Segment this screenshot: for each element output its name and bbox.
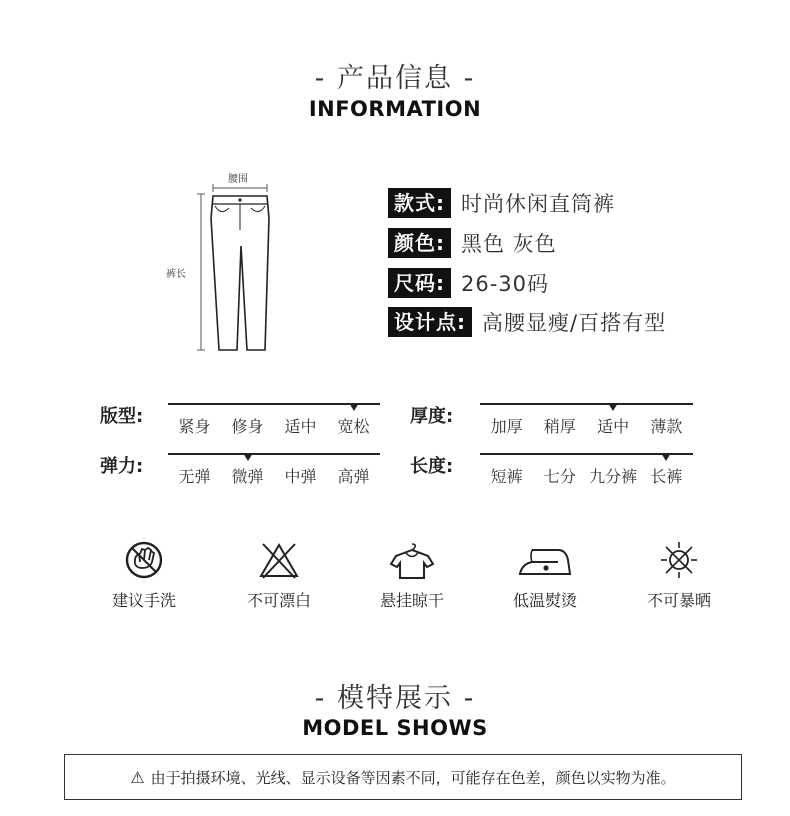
info-row-color	[388, 227, 557, 259]
pants-outline-icon	[165, 168, 285, 358]
care-item-no-sun	[614, 540, 744, 611]
scale-option: 薄款	[650, 417, 683, 436]
scale-option: 紧身	[178, 417, 211, 436]
care-item-low-iron	[480, 540, 610, 611]
scale-option: 七分	[543, 467, 576, 486]
thickness-label: 厚度:	[410, 406, 454, 427]
care-item-no-bleach	[214, 540, 344, 611]
fit-label: 版型:	[100, 406, 144, 427]
scale-option: 适中	[597, 417, 630, 436]
info-label: 设计点:	[388, 307, 472, 337]
length-attr-label: 长度:	[410, 456, 454, 477]
care-item-hand-wash	[79, 540, 209, 611]
color-disclaimer-box	[64, 754, 742, 800]
info-row-size	[388, 267, 549, 299]
info-section-title-cn: - 产品信息 -	[314, 63, 476, 94]
scale-selected-marker	[243, 453, 253, 461]
length-label: 裤长	[166, 269, 186, 280]
scale-option: 短裤	[490, 467, 523, 486]
info-row-design	[388, 306, 666, 338]
stretch-label: 弹力:	[100, 456, 144, 477]
scale-option: 适中	[284, 417, 317, 436]
scale-option: 无弹	[178, 467, 211, 486]
scale-option: 加厚	[490, 417, 523, 436]
model-section-title-en: MODEL SHOWS	[302, 716, 488, 740]
scale-line	[480, 403, 693, 405]
no-sun-icon	[657, 540, 701, 580]
scale-line	[168, 453, 380, 455]
thickness-scale	[480, 398, 693, 438]
care-label: 不可暴晒	[646, 591, 711, 610]
length-scale	[480, 448, 693, 488]
scale-option: 中弹	[284, 467, 317, 486]
info-row-style	[388, 187, 615, 219]
scale-selected-marker	[349, 403, 359, 411]
care-item-hang-dry	[347, 540, 477, 611]
care-label: 低温熨烫	[512, 591, 577, 610]
info-label: 尺码:	[388, 268, 451, 298]
scale-option: 稍厚	[543, 417, 576, 436]
scale-option: 微弹	[231, 467, 264, 486]
pants-size-diagram	[165, 168, 285, 358]
scale-option: 修身	[231, 417, 264, 436]
waist-label: 腰围	[228, 174, 248, 185]
low-iron-icon	[518, 540, 572, 580]
scale-option: 九分裤	[589, 467, 638, 486]
no-bleach-icon	[257, 540, 301, 580]
info-value: 26-30码	[461, 272, 550, 296]
info-section-title-en: INFORMATION	[308, 97, 482, 121]
disclaimer-text: 由于拍摄环境、光线、显示设备等因素不同，可能存在色差，颜色以实物为准。	[150, 768, 676, 787]
info-label: 颜色:	[388, 228, 451, 258]
care-label: 建议手洗	[111, 591, 176, 610]
info-label: 款式:	[388, 188, 451, 218]
scale-selected-marker	[661, 453, 671, 461]
info-value: 黑色 灰色	[461, 232, 557, 256]
care-label: 不可漂白	[246, 591, 311, 610]
warning-icon: ⚠	[130, 767, 145, 787]
stretch-scale	[168, 448, 380, 488]
scale-option: 高弹	[337, 467, 370, 486]
hand-wash-icon	[122, 540, 166, 580]
info-value: 高腰显瘦/百搭有型	[482, 311, 667, 335]
info-value: 时尚休闲直筒裤	[461, 192, 615, 216]
hang-dry-icon	[388, 540, 436, 580]
scale-selected-marker	[608, 403, 618, 411]
care-label: 悬挂晾干	[379, 591, 444, 610]
scale-option: 宽松	[337, 417, 370, 436]
model-section-title-cn: - 模特展示 -	[314, 683, 476, 714]
scale-option: 长裤	[650, 467, 683, 486]
fit-scale	[168, 398, 380, 438]
